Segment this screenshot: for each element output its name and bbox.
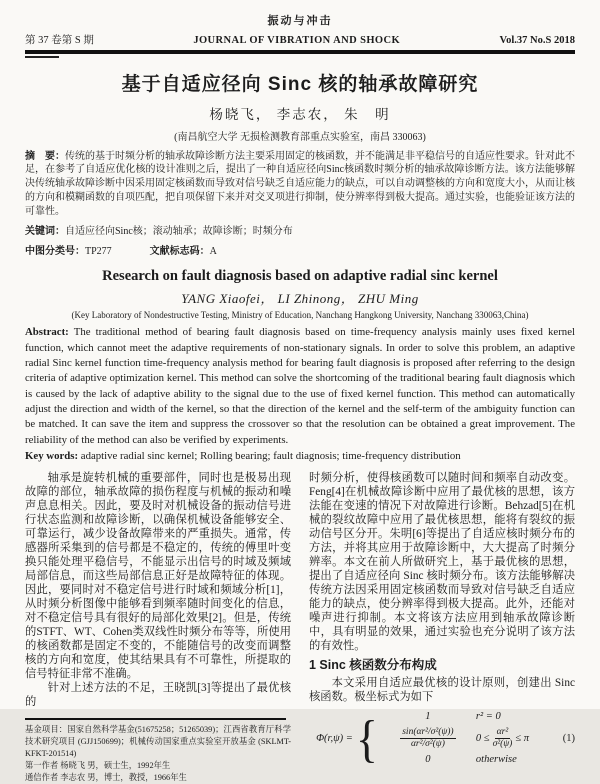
keywords-cn-label: 关键词： [25,226,65,238]
footnote-rule [25,718,286,720]
header-rule [25,50,575,54]
header-rule-tick [25,56,59,58]
body-columns [25,471,575,784]
abstract-en-label: Abstract: [25,326,69,339]
authors-en: YANG Xiaofei， LI Zhinong， ZHU Ming [181,291,419,307]
page-title: 基于自适应径向 Sinc 核的轴承故障研究 [121,73,479,95]
body-paragraph: 针对上述方法的不足，王晓凯[3]等提出了最优核的 [25,682,291,709]
case-2-value [380,727,476,750]
footnote-first-author: 第一作者 杨晓飞 男，硕士生，1992年生 [25,760,171,770]
clc-label: 中图分类号： [25,246,85,258]
doc-code-label: 文献标志码： [149,246,210,258]
keywords-en [25,450,575,462]
keywords-cn-text: 自适应径向Sinc核；滚动轴承；故障诊断；时频分布 [65,226,293,238]
journal-name-en: JOURNAL OF VIBRATION AND SHOCK [193,35,401,46]
authors-cn: 杨晓飞， 李志农， 朱 明 [209,106,391,122]
journal-name-cn: 振动与冲击 [267,15,333,27]
body-paragraph: 轴承是旋转机械的重要部件，同时也是极易出现故障的部位，轴承故障的损伤程度与机械的振动和噪声息息相关。因此，要及时对机械设备的振动信号进行状态监测和故障诊断，以确保机械设备能够安全、可靠运行，减少设备故障带来的严重损失。通常，传感器所采集到的信号都是不稳定的，传统的傅里叶变换只能处理平稳信号，不能显示出信号的时域及频域局部信息，而这些局部信息正好是故障特征的体现。因此，要同时对不稳定信号进行时域和频域分析[1]，从时频分析图像中能够看到频率随时间变化的信息，对不稳定信号具有很好的局部化效果[2]。但是，传统的STFT、WT、Cohen类双线性时频分布等等，所使用的核函数都是固定不变的，不能随信号的改变而调整核的方向和宽度，使其结果具有不可靠性，所提取的信号特征非常不准确。 [25,472,291,681]
clc-value: TP277 [85,246,112,258]
abstract-en-text: The traditional method of bearing fault diagnosis based on time-frequency analysis mainly uses fixed kernel function, which cannot meet the adaptive requirements of non-stationary signals. In order to solve this problem, an adaptive radial Sinc kernel function time-frequency analysis method for bearing fault diagnosis is proposed after referring to the design criteria of adaptive optimization kernel. This method can solve the shortcoming of the traditional bearing fault diagnosis which is caused by the lack of adaptive ability to the signal due to the use of fixed kernel function. This method can automatically adjust the direction and width of the kernel, so that the direction of the kernel and the self-term of the ambiguity function can be matched. It can save the item and suppress the crossover so that the resolution can be obtained a great improvement. The reliability of the method can also be verified by experiments. [25,326,575,446]
fraction-numerator: sin(αr²/σ²(ψ)) [402,727,454,738]
keywords-cn [25,222,575,237]
keywords-en-text: adaptive radial sinc kernel; Rolling bearing; fault diagnosis; time-frequency distribution [78,450,461,463]
title-en: Research on fault diagnosis based on adaptive radial sinc kernel [102,268,498,285]
body-paragraph: 时频分析，使得核函数可以随时间和频率自动改变。Feng[4]在机械故障诊断中应用了最优核的思想，该方法能在变速的情况下对故障进行诊断。Behzad[5]在机械的裂纹故障中应用了最优核思想，能将有裂纹的振动信号区分开。朱明[6]等提出了自适应核时频分布的方法，并将其应用于故障诊断中，大大提高了时频分辨率。本文在前人所做研究上，基于最优核的思想，提出了自适应径向 Sinc 核时频分布。该方法能够解决传统方法因采用固定核函数而导致对信号缺乏自适应能力的缺点，使分辨率得到极大提高。此外，还能对噪声进行抑制。本文将该方法应用到轴承故障诊断中，具有明显的效果，通过实验也充分说明了该方法的有效性。 [309,472,575,653]
case-3-value: 0 [425,753,431,765]
volume-number: Vol.37 No.S 2018 [499,35,575,46]
case-3-condition: otherwise [475,753,517,765]
equation-number: (1) [562,732,575,744]
equation-case-2 [380,727,568,750]
condition-numerator: αr² [496,727,509,738]
journal-header-row [25,32,575,47]
case-2-fraction [400,727,455,750]
abstract-en [25,325,575,448]
abstract-cn-label: 摘 要： [25,150,65,162]
equation-case-1 [380,710,568,724]
classification-line [25,242,575,257]
equation-cases [380,710,568,767]
affiliation-cn: (南昌航空大学 无损检测教育部重点实验室，南昌 330063) [174,131,426,143]
body-paragraph: 本文采用自适应最优核的设计原则，创建出 Sinc 核函数。极坐标式为如下 [309,677,575,704]
footnote [25,718,291,784]
keywords-en-label: Key words: [25,450,79,463]
equation-1 [309,710,575,767]
affiliation-en: (Key Laboratory of Nondestructive Testing, Ministry of Education, Nanchang Hangkong University, Nanchang 330063,China) [71,310,529,321]
equation-brace: { [355,709,378,767]
journal-header [25,12,575,58]
fraction-denominator: αr²/σ²(ψ) [410,739,445,750]
abstract-cn-text: 传统的基于时频分析的轴承故障诊断方法主要采用固定的核函数，并不能满足非平稳信号的自适应性要求。针对此不足，在参考了自适应优化核的设计准则之后，提出了一种自适应径向Sinc核函数时频分析的轴承故障诊断方法。该方法能够解决传统轴承故障诊断中因采用固定核函数而导致对信号缺乏自适应能力的缺点，可以自动调整核的方向和宽度大小，从而让核的方向和模糊函数的自项匹配，把自项保留下来并对交叉项进行抑制，使分辨率得到极大提高。通过实验，也能验证该方法的可靠性。 [25,150,575,217]
case-2-condition [476,727,568,750]
condition-denominator: σ²(ψ) [492,739,513,750]
left-column [25,471,291,784]
condition-fraction [493,727,513,750]
case-1-value: 1 [425,711,431,723]
equation-case-3 [380,753,568,767]
condition-prefix: 0 ≤ [475,732,490,744]
section-1-heading: 1 Sinc 核函数分布构成 [309,658,437,673]
abstract-cn [25,150,575,219]
issue-number: 第 37 卷第 S 期 [25,35,94,46]
equation-lhs: Φ(r,ψ) = [316,732,353,744]
right-column [309,471,575,784]
condition-suffix: ≤ π [515,732,529,744]
case-1-condition: r² = 0 [475,711,501,723]
footnote-corresponding-author: 通信作者 李志农 男，博士，教授，1966年生 [25,772,187,782]
doc-code-value: A [209,246,217,258]
footnote-fund: 基金项目：国家自然科学基金(51675258；51265039)；江西省教育厅科学技术研究项目 (GJJ150699)；机械传动国家重点实验室开放基金 (SKLMT-KFKT-201514) [25,724,291,758]
